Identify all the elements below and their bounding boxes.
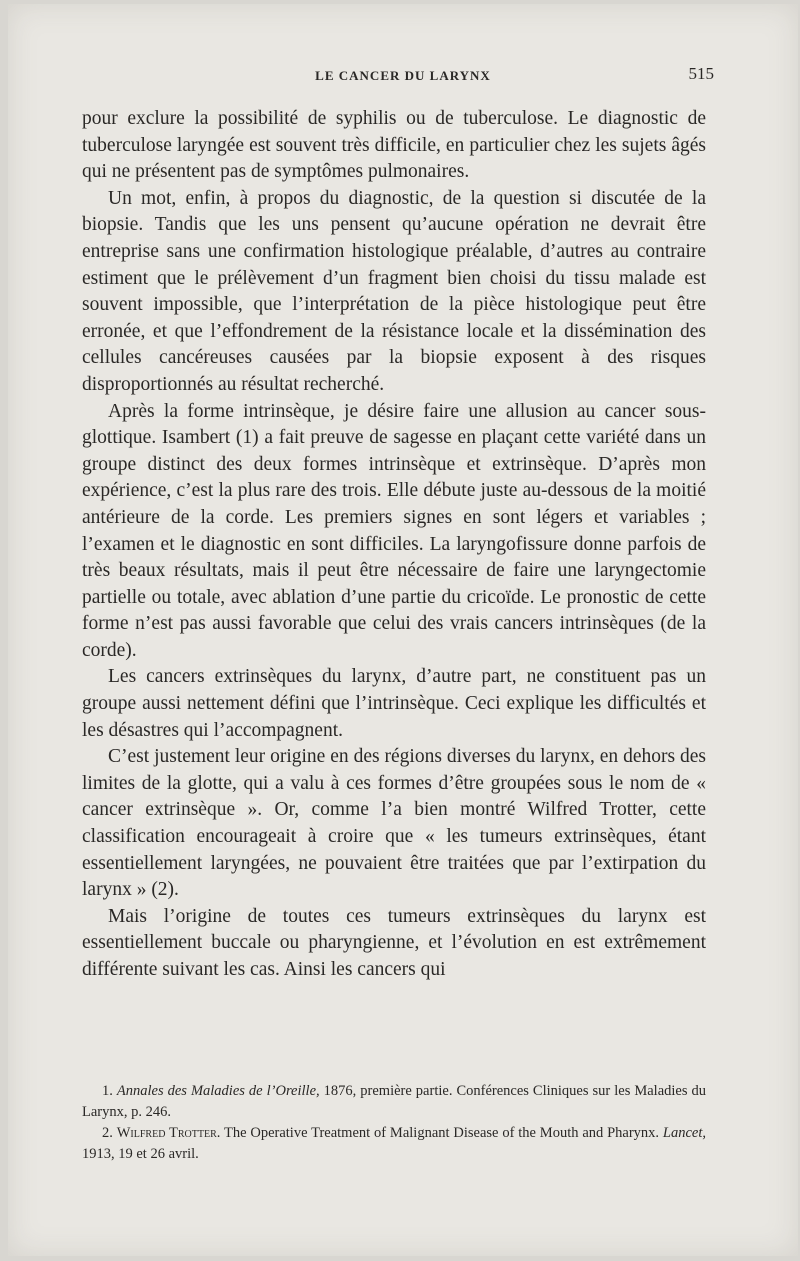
footnote [82, 1123, 706, 1165]
footnote-number: 1. [102, 1083, 113, 1099]
footnote-author: Wilfred Trotter. [116, 1125, 221, 1141]
footnote-text: The Operative Treatment of Malignant Disease of the Mouth and Pharynx. [220, 1125, 663, 1141]
footnote-journal: Annales des Maladies de l’Oreille, [116, 1083, 320, 1099]
paragraph: Les cancers extrinsèques du larynx, d’autre part, ne constituent pas un groupe aussi nettement défini que l’intrinsèque. Ceci explique les difficultés et les désastres qui l’accompagnent. [82, 666, 706, 741]
book-page [8, 4, 798, 1256]
paragraph: C’est justement leur origine en des régions diverses du larynx, en dehors des limites de la glotte, qui a valu à ces formes d’être groupées sous le nom de « cancer extrinsèque ». Or, comme l’a bien montré Wilfred Trotter, cette classification encourageait à croire que « les tumeurs extrinsèques, étant essentiellement laryngées, ne pouvaient être traitées que par l’extirpation du larynx » (2). [82, 746, 706, 901]
paragraph: pour exclure la possibilité de syphilis ou de tuberculose. Le diagnostic de tuberculose laryngée est souvent très difficile, en particulier chez les sujets âgés qui ne présentent pas de symptômes pulmonaires. [82, 108, 706, 183]
page-header [8, 64, 798, 88]
body-text [82, 106, 706, 984]
running-title: LE CANCER DU LARYNX [315, 68, 491, 83]
paragraph: Un mot, enfin, à propos du diagnostic, de la question si discutée de la biopsie. Tandis que les uns pensent qu’aucune opération ne devrait être entreprise sans une confirmation histologique préalable, d’autres au contraire estiment que le prélèvement d’un fragment bien choisi du tissu malade est souvent impossible, que l’interprétation de la pièce histologique peut être erronée, et que l’effondrement de la résistance locale et la dissémination des cellules cancéreuses causées par la biopsie exposent à des risques disproportionnés au résultat recherché. [82, 187, 706, 395]
page-number: 515 [688, 64, 714, 83]
footnote-number: 2. [102, 1125, 113, 1141]
paragraph: Après la forme intrinsèque, je désire faire une allusion au cancer sous-glottique. Isambert (1) a fait preuve de sagesse en plaçant cette variété dans un groupe distinct des deux formes intrinsèque et extrinsèque. D’après mon expérience, c’est la plus rare des trois. Elle débute juste au-dessous de la moitié antérieure de la corde. Les premiers signes en sont légers et variables ; l’examen et le diagnostic en sont difficiles. La laryngofissure donne parfois de très beaux résultats, mais il peut être nécessaire de faire une laryngectomie partielle ou totale, avec ablation d’une partie du cricoïde. Le pronostic de cette forme n’est pas aussi favorable que celui des vrais cancers intrinsèques (de la corde). [82, 400, 706, 661]
footnote [82, 1081, 706, 1123]
footnote-text: 1913, 19 et 26 avril. [82, 1146, 199, 1162]
footnote-journal: Lancet, [662, 1125, 706, 1141]
footnote-text: 1876, première partie. Conférences Cliniques sur les Maladies du Larynx, p. 246. [82, 1083, 707, 1120]
footnotes [82, 1081, 706, 1165]
paragraph: Mais l’origine de toutes ces tumeurs extrinsèques du larynx est essentiellement buccale ou pharyngienne, et l’évolution en est extrêmement différente suivant les cas. Ainsi les cancers qui [82, 905, 706, 980]
